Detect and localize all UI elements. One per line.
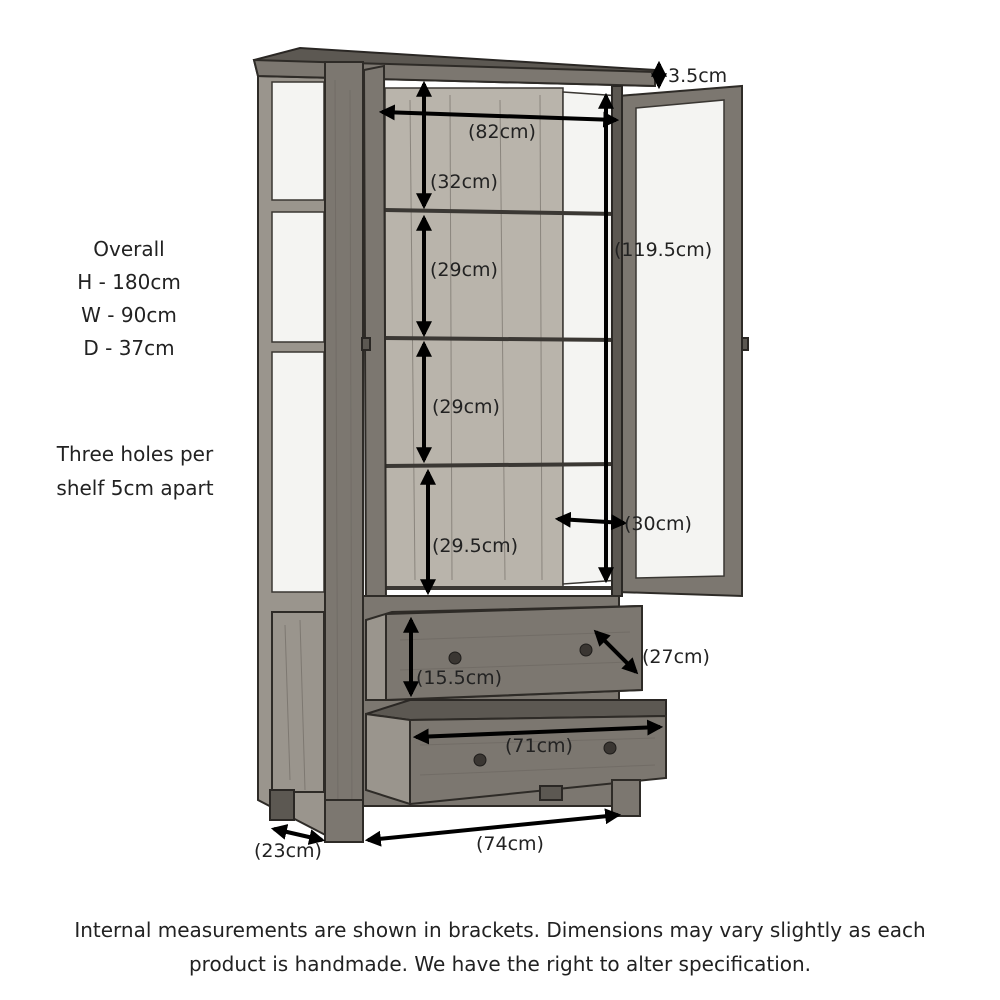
base-depth-arrow: [274, 829, 322, 840]
internal-depth-label: (30cm): [624, 513, 692, 535]
cabinet-illustration: [254, 48, 748, 842]
shelf-note-line2: shelf 5cm apart: [56, 476, 214, 500]
top-compartment-label: (32cm): [430, 171, 498, 193]
top-thickness-label: 3.5cm: [668, 65, 728, 87]
shelf-note: [56, 442, 214, 500]
third-compartment-label: (29cm): [432, 396, 500, 418]
overall-heading: Overall: [93, 237, 165, 261]
bottom-compartment-label: (29.5cm): [432, 535, 519, 557]
internal-width-label: (82cm): [468, 121, 536, 143]
base-width-label: (74cm): [476, 833, 544, 855]
internal-height-label: (119.5cm): [614, 239, 713, 261]
overall-depth: D - 37cm: [83, 336, 175, 360]
overall-dimensions: [77, 237, 181, 360]
drawer-depth-label: (27cm): [642, 646, 710, 668]
footer-line1: Internal measurements are shown in brackets. Dimensions may vary slightly as each: [74, 918, 926, 942]
base-depth-label: (23cm): [254, 840, 322, 862]
drawer-width-label: (71cm): [505, 735, 573, 757]
second-compartment-label: (29cm): [430, 259, 498, 281]
footer-note: [74, 918, 925, 976]
overall-height: H - 180cm: [77, 270, 181, 294]
overall-width: W - 90cm: [81, 303, 177, 327]
shelf-note-line1: Three holes per: [56, 442, 214, 466]
footer-line2: product is handmade. We have the right to alter specification.: [188, 952, 812, 976]
drawer-height-label: (15.5cm): [416, 667, 503, 689]
